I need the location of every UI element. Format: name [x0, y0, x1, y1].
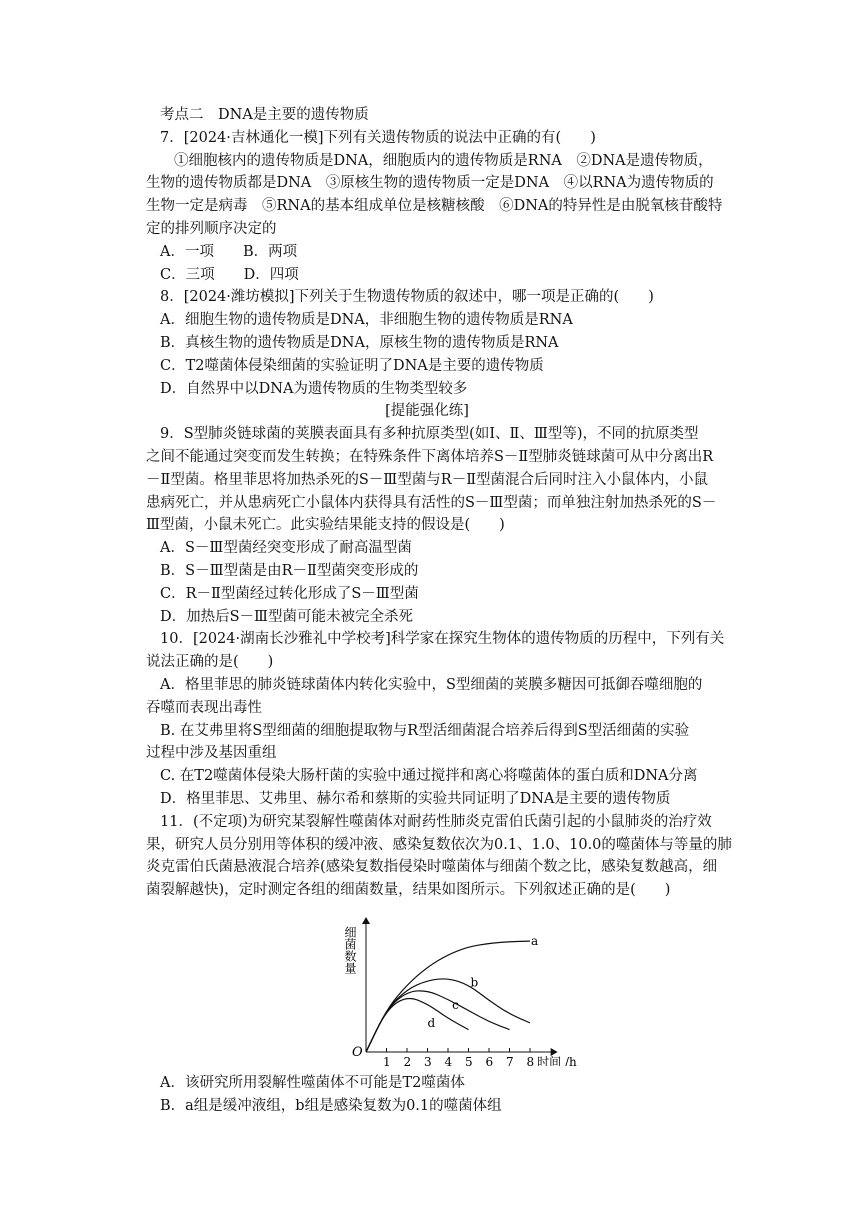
x-tick-label: 1 — [383, 1054, 391, 1066]
x-axis-label: 时间 /h — [537, 1054, 577, 1066]
x-tick-label: 7 — [506, 1054, 514, 1066]
bacteria-count-figure — [160, 910, 708, 1066]
q10-option-b: B. 在艾弗里将S型细菌的细胞提取物与R型活细菌混合培养后得到S型活细菌的实验 — [160, 722, 690, 739]
q7-option-row: A．一项 B．两项 — [160, 243, 298, 260]
q7-body-line: 生物一定是病毒 ⑤RNA的基本组成单位是核糖核酸 ⑥DNA的特异性是由脱氧核苷酸特 — [146, 198, 723, 215]
q9-body-line: 之间不能通过突变而发生转换；在特殊条件下离体培养S－Ⅱ型肺炎链球菌可从中分离出R — [146, 448, 714, 465]
series-label-d: d — [427, 1015, 436, 1030]
y-axis-label: 细菌数量 — [343, 925, 357, 974]
origin-label: O — [352, 1044, 363, 1060]
series-line-b — [366, 979, 530, 1052]
q8-option-b: B．真核生物的遗传物质是DNA，原核生物的遗传物质是RNA — [160, 334, 559, 351]
q9-body-line: 患病死亡，并从患病死亡小鼠体内获得具有活性的S－Ⅲ型菌；而单独注射加热杀死的S－ — [146, 494, 717, 511]
q7-body-line: ①细胞核内的遗传物质是DNA，细胞质内的遗传物质是RNA ②DNA是遗传物质， — [174, 152, 713, 169]
q7-body-line: 定的排列顺序决定的 — [146, 220, 277, 237]
q10-body-line: 说法正确的是( ) — [146, 654, 274, 671]
q9-body-line: －Ⅱ型菌。格里菲思将加热杀死的S－Ⅲ型菌与R－Ⅱ型菌混合后同时注入小鼠体内，小鼠 — [146, 471, 709, 488]
q10-option-d: D．格里菲思、艾弗里、赫尔希和蔡斯的实验共同证明了DNA是主要的遗传物质 — [160, 790, 671, 807]
q7-option-row: C．三项 D．四项 — [160, 266, 299, 283]
q11-option-b: B．a组是缓冲液组，b组是感染复数为0.1的噬菌体组 — [160, 1097, 502, 1114]
q9-option-b: B．S－Ⅲ型菌是由R－Ⅱ型菌突变形成的 — [160, 562, 419, 579]
q11-body-line: 果，研究人员分别用等体积的缓冲液、感染复数依次为0.1、1.0、10.0的噬菌体与等量的肺 — [146, 836, 732, 853]
x-tick-label: 2 — [403, 1054, 412, 1066]
q10-option-c: C. 在T2噬菌体侵染大肠杆菌的实验中通过搅拌和离心将噬菌体的蛋白质和DNA分离 — [160, 768, 698, 785]
q11-option-a: A．该研究所用裂解性噬菌体不可能是T2噬菌体 — [160, 1074, 465, 1091]
section-subtitle: [提能强化练] — [385, 403, 469, 420]
q9-option-c: C．R－Ⅱ型菌经过转化形成了S－Ⅲ型菌 — [160, 585, 419, 602]
q10-option-a-cont: 吞噬而表现出毒性 — [146, 699, 262, 716]
q8-stem: 8．[2024·潍坊模拟]下列关于生物遗传物质的叙述中，哪一项是正确的( ) — [160, 289, 654, 306]
document-page — [146, 104, 732, 1117]
q9-option-a: A．S－Ⅲ型菌经突变形成了耐高温型菌 — [160, 540, 412, 557]
q10-option-b-cont: 过程中涉及基因重组 — [146, 745, 277, 762]
q11-body-line: 菌裂解越快)，定时测定各组的细菌数量，结果如图所示。下列叙述正确的是( ) — [146, 882, 671, 899]
q8-option-d: D．自然界中以DNA为遗传物质的生物类型较多 — [160, 380, 468, 397]
series-label-a: a — [531, 934, 539, 949]
q9-body-line: Ⅲ型菌，小鼠未死亡。此实验结果能支持的假设是( ) — [146, 517, 505, 534]
section-title: 考点二 DNA是主要的遗传物质 — [160, 107, 369, 123]
q9-option-d: D．加热后S－Ⅲ型菌可能未被完全杀死 — [160, 608, 414, 625]
q7-stem: 7．[2024·吉林通化一模]下列有关遗传物质的说法中正确的有( ) — [160, 129, 596, 146]
x-tick-label: 3 — [424, 1054, 432, 1066]
q7-body-line: 生物的遗传物质都是DNA ③原核生物的遗传物质一定是DNA ④以RNA为遗传物质的 — [146, 175, 714, 192]
q10-body-line: 10．[2024·湖南长沙雅礼中学校考]科学家在探究生物体的遗传物质的历程中，下列有关 — [160, 631, 725, 648]
q11-body-line: 11．(不定项)为研究某裂解性噬菌体对耐药性肺炎克雷伯氏菌引起的小鼠肺炎的治疗效 — [160, 813, 712, 830]
bacteria-count-chart — [160, 910, 708, 1066]
series-label-b: b — [470, 975, 479, 990]
q8-option-c: C．T2噬菌体侵染细菌的实验证明了DNA是主要的遗传物质 — [160, 357, 544, 374]
x-tick-label: 5 — [465, 1054, 473, 1066]
x-tick-label: 4 — [444, 1054, 453, 1066]
x-tick-label: 8 — [526, 1054, 535, 1066]
series-label-c: c — [452, 997, 459, 1012]
q9-body-line: 9．S型肺炎链球菌的荚膜表面具有多种抗原类型(如Ⅰ、Ⅱ、Ⅲ型等)，不同的抗原类型 — [160, 426, 699, 443]
q8-option-a: A．细胞生物的遗传物质是DNA，非细胞生物的遗传物质是RNA — [160, 312, 573, 329]
q10-option-a: A．格里菲思的肺炎链球菌体内转化实验中，S型细菌的荚膜多糖因可抵御吞噬细胞的 — [160, 676, 703, 693]
x-tick-label: 6 — [485, 1054, 494, 1066]
q11-body-line: 炎克雷伯氏菌悬液混合培养(感染复数指侵染时噬菌体与细菌个数之比，感染复数越高，细 — [146, 859, 718, 876]
series-line-a — [366, 941, 530, 1052]
